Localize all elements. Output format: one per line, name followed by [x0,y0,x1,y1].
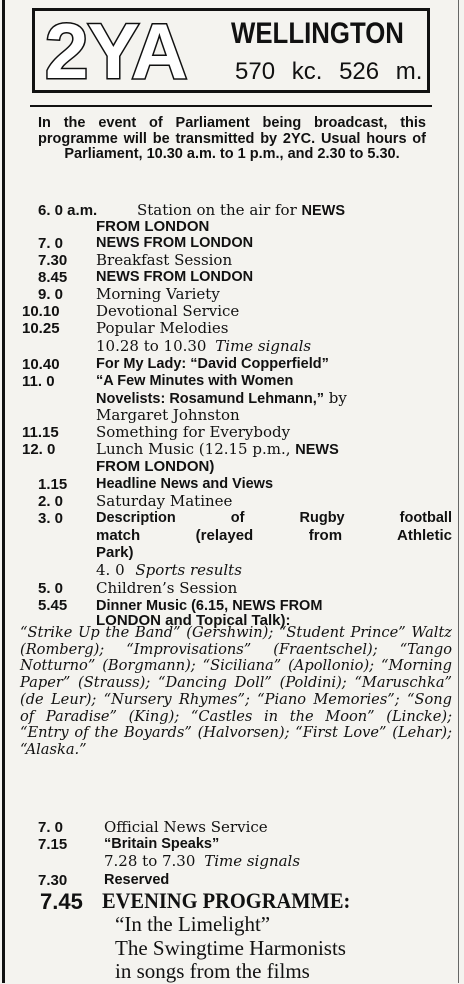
entry-time: 3. 0 [38,510,64,527]
entry-continuation: FROM LONDON [96,218,210,235]
station-header [32,8,430,93]
entry-text: Description of Rugby football [96,510,452,526]
entry-time: 11. 0 [22,373,55,390]
time-signals-line [96,338,311,355]
entry-time: 4. 0 [96,561,125,579]
entry-text: For My Lady: “David Copperfield” [96,356,329,372]
entry-text: Dinner Music (6.15, [96,598,233,614]
entry-time: 10.10 [22,303,60,320]
entry-time: 1.15 [38,476,68,493]
entry-text: Lunch Music (12.15 p.m., [96,440,296,458]
entry-text: Official News Service [104,818,268,836]
entry-news: NEWS FROM [232,598,323,614]
column-rule-right [458,0,459,983]
entry-text: Novelists: Rosamund Lehmann,” [96,391,325,407]
entry-time: 5.45 [38,597,68,614]
entry-text: Headline News and Views [96,476,274,492]
entry-continuation: Park) [96,544,134,561]
entry-time: 7. 0 [38,819,64,836]
entry-time: 7.30 [38,252,68,269]
time-signals-line [104,853,300,870]
entry-time: 12. 0 [22,441,56,458]
entry-continuation: LONDON and Topical Talk): [96,612,291,629]
column-rule-left [2,0,5,983]
entry-time: 8.45 [38,269,68,286]
time-signals-range: 7.28 to 7.30 [104,852,196,870]
entry-time: 9. 0 [38,286,64,303]
entry-text: Children’s Session [96,579,238,597]
entry-continuation: FROM LONDON) [96,458,215,475]
header-divider [30,105,432,107]
entry-continuation: Margaret Johnston [96,406,240,424]
entry-text: Devotional Service [96,302,240,320]
entry-text: Station on the air for [137,201,302,219]
evening-performers: The Swingtime Harmonists [115,936,346,960]
evening-description: in songs from the films [115,959,310,983]
entry-news: NEWS [301,203,346,219]
entry-news: NEWS [295,442,339,458]
entry-text: Breakfast Session [96,251,233,269]
entry-time: 5. 0 [38,580,64,597]
time-signals-label: Time signals [204,852,301,870]
entry-time: 7.30 [38,872,68,889]
entry-text: Popular Melodies [96,319,229,337]
entry-text: by [324,389,347,407]
entry-time: 10.25 [22,320,60,337]
entry-time: 2. 0 [38,493,64,510]
entry-time: 7.15 [38,836,68,853]
evening-title: EVENING PROGRAMME: [102,888,351,913]
time-signals-label: Time signals [215,337,312,355]
parliament-notice: In the event of Parliament being broadcast, this programme will be transmitted by 2YC. Usual hours of Parliament, 10.30 a.m. to 1 p.m., and 2.30 to 5.30. [38,115,426,163]
wavelength-m: 526 m. [339,58,423,85]
station-logo: 2YA [45,7,187,95]
entry-text: Saturday Matinee [96,492,233,510]
entry-text: NEWS FROM LONDON [96,269,254,285]
evening-subtitle: “In the Limelight” [115,912,271,936]
entry-time: 7. 0 [38,235,64,252]
entry-text: “A Few Minutes with Women [96,373,294,389]
entry-text: Something for Everybody [96,423,291,441]
entry-text: Sports results [135,561,242,579]
evening-time: 7.45 [40,889,83,914]
entry-time: 10.40 [22,356,60,373]
sports-results-line [96,562,242,579]
entry-text: Morning Variety [96,285,220,303]
dinner-music-list: “Strike Up the Band” (Gershwin); “Student Prince” Waltz (Romberg); “Improvisations” (Fraentschel); “Tango Notturno” (Borgmann); “Siciliana” (Apollonio); “Morning Paper” (Strauss); “Dancing Doll” (Poldini); “Maruschka” (de Leur); “Nursery Rhymes”; “Piano Memories”; “Song of Paradise” (King); “Castles in the Moon” (Lincke); “Entry of the Boyards” (Halvorsen); “First Love” (Lehar); “Alaska.” [20,624,452,758]
station-frequency [235,57,422,87]
entry-text: NEWS FROM LONDON [96,235,254,251]
entry-continuation: match (relayed from Athletic [96,527,452,544]
station-city: WELLINGTON [231,17,404,50]
frequency-kc: 570 kc. [235,58,323,85]
entry-text: Reserved [104,872,170,888]
time-signals-range: 10.28 to 10.30 [96,337,207,355]
entry-text: “Britain Speaks” [104,836,220,852]
entry-time: 11.15 [22,424,59,441]
entry-time: 6. 0 a.m. [38,202,98,219]
